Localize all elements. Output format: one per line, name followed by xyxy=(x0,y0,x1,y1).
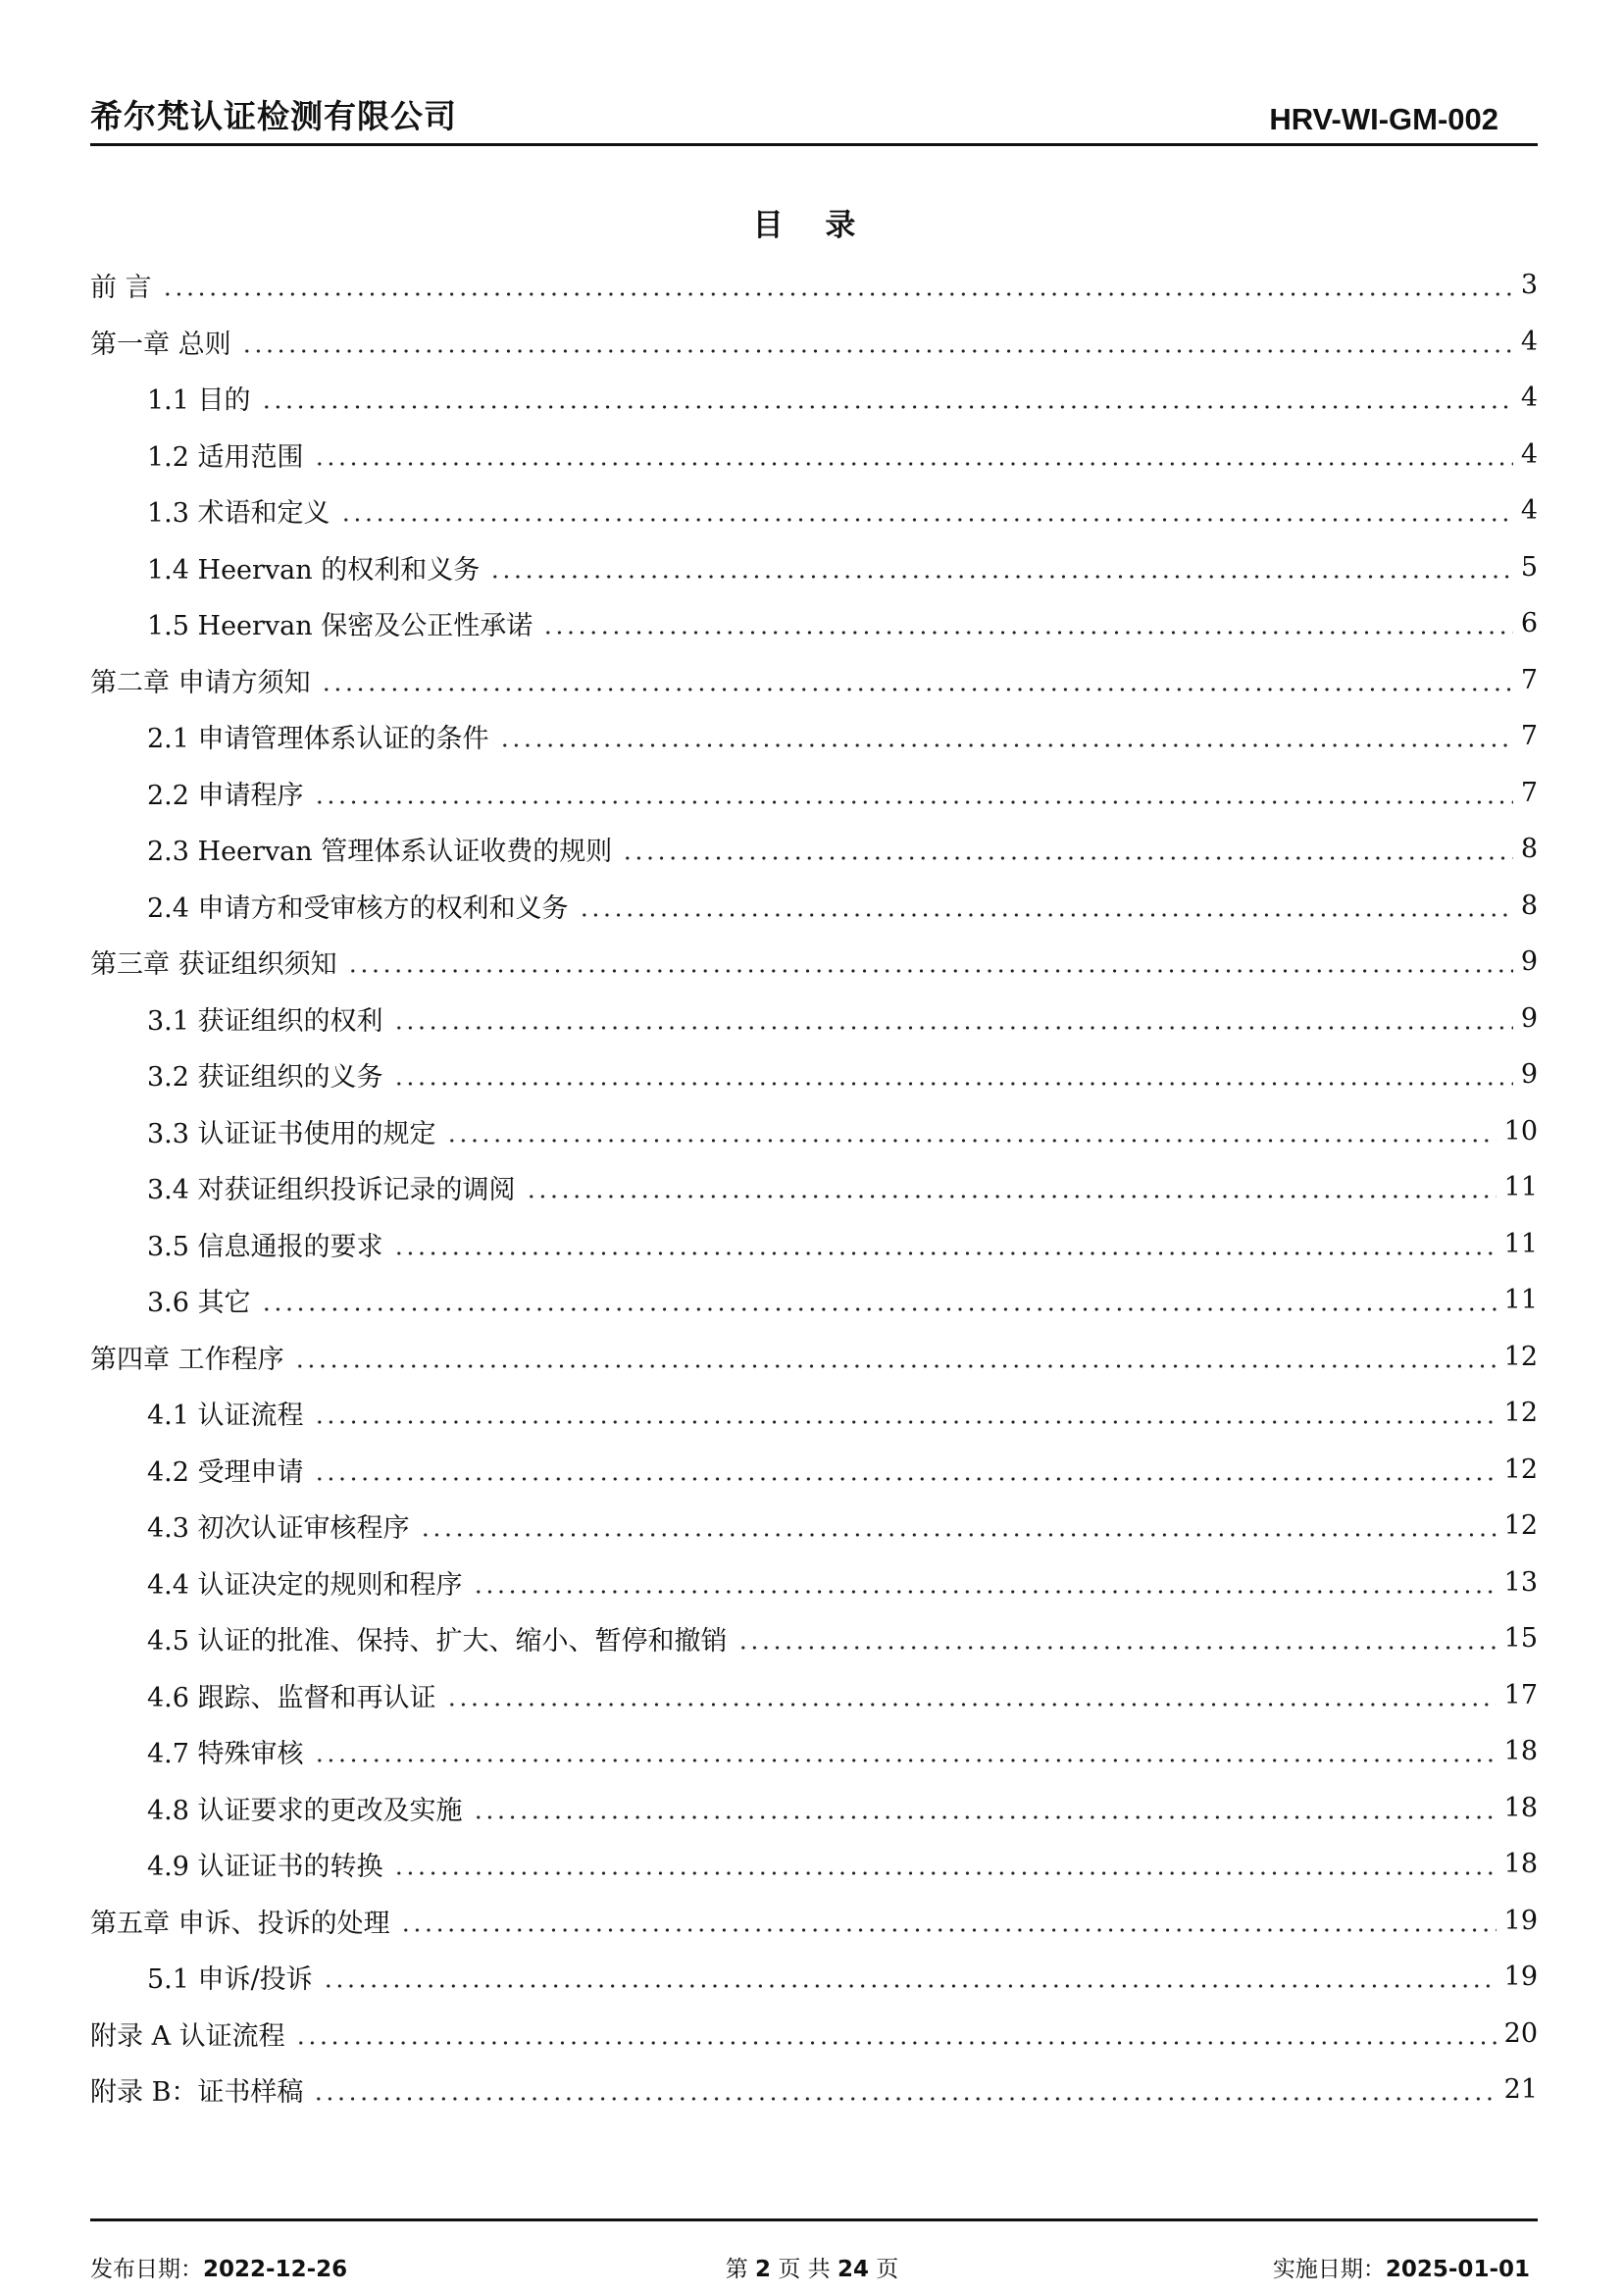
toc-entry-label: 4.5 认证的批准、保持、扩大、缩小、暂停和撤销 xyxy=(147,1626,728,1657)
dot-leader xyxy=(347,948,1513,975)
dot-leader xyxy=(340,497,1513,524)
toc-entry-label: 2.2 申请程序 xyxy=(147,780,304,811)
dot-leader xyxy=(314,1400,1497,1426)
toc-entry[interactable] xyxy=(90,1780,1538,1837)
toc-entry-label: 前 言 xyxy=(90,273,152,304)
toc-entry-page: 12 xyxy=(1503,1341,1538,1372)
toc-entry-page: 18 xyxy=(1503,1792,1538,1823)
toc-entry-page: 4 xyxy=(1520,495,1538,527)
toc-entry-label: 第三章 获证组织须知 xyxy=(90,949,337,981)
dot-leader xyxy=(400,1908,1497,1934)
toc-entry-label: 第二章 申请方须知 xyxy=(90,667,311,698)
dot-leader xyxy=(323,1963,1497,1990)
dot-leader xyxy=(314,1456,1497,1483)
toc-entry-label: 第五章 申诉、投诉的处理 xyxy=(90,1908,390,1939)
toc-entry-page: 12 xyxy=(1503,1510,1538,1542)
toc-entry[interactable] xyxy=(90,483,1538,539)
toc-entry-page: 4 xyxy=(1520,326,1538,357)
toc-entry[interactable] xyxy=(90,1836,1538,1893)
dot-leader xyxy=(489,554,1513,581)
toc-entry-page: 8 xyxy=(1520,890,1538,921)
toc-entry-label: 1.2 适用范围 xyxy=(147,441,304,473)
dot-leader xyxy=(393,1005,1513,1032)
dot-leader xyxy=(295,2020,1497,2047)
toc-entry-page: 7 xyxy=(1520,664,1538,695)
dot-leader xyxy=(294,1344,1497,1370)
toc-entry-page: 6 xyxy=(1520,608,1538,639)
toc-entry[interactable] xyxy=(90,991,1538,1047)
dot-leader xyxy=(473,1795,1497,1821)
dot-leader xyxy=(314,780,1513,806)
toc-entry-label: 4.3 初次认证审核程序 xyxy=(147,1513,410,1545)
toc-entry-label: 3.5 信息通报的要求 xyxy=(147,1231,383,1262)
toc-entry-label: 附录 A 认证流程 xyxy=(90,2020,285,2052)
toc-entry-label: 4.6 跟踪、监督和再认证 xyxy=(147,1682,436,1713)
footer-rule xyxy=(90,2218,1538,2221)
toc-entry-page: 18 xyxy=(1503,1849,1538,1880)
toc-entry[interactable] xyxy=(90,1667,1538,1724)
toc-entry[interactable] xyxy=(90,2062,1538,2118)
toc-entry-page: 8 xyxy=(1520,834,1538,865)
dot-leader xyxy=(542,610,1513,637)
toc-entry-page: 7 xyxy=(1520,721,1538,752)
toc-entry-label: 1.4 Heervan 的权利和义务 xyxy=(147,554,481,586)
dot-leader xyxy=(579,892,1513,919)
toc-entry[interactable] xyxy=(90,595,1538,652)
dot-leader xyxy=(314,441,1513,468)
toc-entry-label: 2.1 申请管理体系认证的条件 xyxy=(147,724,489,755)
toc-entry[interactable] xyxy=(90,370,1538,427)
toc-entry[interactable] xyxy=(90,1723,1538,1780)
effective-date-value: 2025-01-01 xyxy=(1385,2257,1530,2282)
toc-entry-label: 1.1 目的 xyxy=(147,385,251,417)
toc-entry[interactable] xyxy=(90,1159,1538,1216)
toc-entry[interactable] xyxy=(90,1498,1538,1555)
toc-entry-label: 3.2 获证组织的义务 xyxy=(147,1062,383,1094)
page-prefix: 第 xyxy=(725,2257,748,2282)
effective-date xyxy=(1273,2251,1530,2283)
toc-entry[interactable] xyxy=(90,1610,1538,1667)
toc-entry-label: 1.5 Heervan 保密及公正性承诺 xyxy=(147,611,533,642)
dot-leader xyxy=(737,1625,1497,1652)
toc-entry-label: 4.8 认证要求的更改及实施 xyxy=(147,1795,463,1826)
toc-entry-label: 3.6 其它 xyxy=(147,1288,251,1319)
toc-entry-label: 2.3 Heervan 管理体系认证收费的规则 xyxy=(147,837,613,868)
dot-leader xyxy=(446,1118,1497,1145)
dot-leader xyxy=(314,1738,1497,1764)
toc-entry-page: 7 xyxy=(1520,777,1538,808)
page-current: 2 xyxy=(755,2257,772,2282)
toc-entry-page: 15 xyxy=(1503,1623,1538,1655)
toc-entry-label: 4.9 认证证书的转换 xyxy=(147,1852,383,1883)
page-mid: 页 共 xyxy=(778,2257,831,2282)
toc-entry-label: 1.3 术语和定义 xyxy=(147,498,330,530)
toc-entry-page: 4 xyxy=(1520,382,1538,414)
dot-leader xyxy=(321,667,1513,693)
toc-entry-page: 21 xyxy=(1503,2074,1538,2106)
dot-leader xyxy=(393,1851,1497,1877)
dot-leader xyxy=(393,1061,1513,1088)
toc-entry-page: 3 xyxy=(1520,270,1538,301)
toc-entry-label: 第一章 总则 xyxy=(90,329,231,360)
effective-date-label: 实施日期： xyxy=(1272,2257,1386,2282)
dot-leader xyxy=(446,1682,1497,1708)
toc-entry[interactable] xyxy=(90,708,1538,765)
toc-entry[interactable] xyxy=(90,1442,1538,1499)
toc-entry-page: 9 xyxy=(1520,1059,1538,1091)
toc-entry-label: 附录 B：证书样稿 xyxy=(90,2077,304,2109)
toc-entry-page: 9 xyxy=(1520,1002,1538,1034)
dot-leader xyxy=(241,329,1513,355)
issue-date-value: 2022-12-26 xyxy=(203,2257,348,2282)
page-header xyxy=(90,94,1538,146)
toc-entry-page: 20 xyxy=(1503,2017,1538,2049)
dot-leader xyxy=(499,723,1513,749)
issue-date-label: 发布日期： xyxy=(90,2257,203,2282)
toc-entry[interactable] xyxy=(90,652,1538,709)
toc-entry[interactable] xyxy=(90,1216,1538,1273)
toc-entry-page: 9 xyxy=(1520,946,1538,978)
company-name: 希尔梵认证检测有限公司 xyxy=(90,97,457,135)
toc-entry-page: 12 xyxy=(1503,1398,1538,1429)
page-suffix: 页 xyxy=(876,2257,899,2282)
toc-entry[interactable] xyxy=(90,1103,1538,1160)
page-total: 24 xyxy=(837,2257,869,2282)
toc-entry-label: 3.3 认证证书使用的规定 xyxy=(147,1118,436,1149)
toc-entry-page: 12 xyxy=(1503,1453,1538,1485)
dot-leader xyxy=(313,2076,1496,2103)
toc-entry[interactable] xyxy=(90,821,1538,878)
toc-entry[interactable] xyxy=(90,427,1538,484)
toc-entry-page: 11 xyxy=(1503,1285,1538,1316)
dot-leader xyxy=(393,1231,1497,1257)
toc-entry-page: 18 xyxy=(1503,1736,1538,1767)
toc-entry-page: 11 xyxy=(1503,1172,1538,1203)
toc-title: 目 录 xyxy=(752,208,872,243)
toc-entry[interactable] xyxy=(90,1329,1538,1386)
toc-entry[interactable] xyxy=(90,1385,1538,1442)
toc-entry-page: 10 xyxy=(1503,1115,1538,1147)
toc-entry-label: 4.7 特殊审核 xyxy=(147,1739,304,1770)
toc-entry[interactable] xyxy=(90,1949,1538,2006)
dot-leader xyxy=(526,1174,1497,1200)
toc-entry-label: 4.4 认证决定的规则和程序 xyxy=(147,1569,463,1601)
toc-entry-label: 3.4 对获证组织投诉记录的调阅 xyxy=(147,1175,516,1206)
table-of-contents xyxy=(90,257,1538,2118)
toc-entry[interactable] xyxy=(90,765,1538,822)
toc-entry-label: 2.4 申请方和受审核方的权利和义务 xyxy=(147,892,569,924)
toc-entry-page: 19 xyxy=(1503,1962,1538,1993)
document-number: HRV-WI-GM-002 xyxy=(1269,102,1498,136)
toc-entry[interactable] xyxy=(90,934,1538,991)
toc-entry-label: 5.1 申诉/投诉 xyxy=(147,1964,313,1996)
dot-leader xyxy=(420,1512,1497,1539)
dot-leader xyxy=(162,272,1513,298)
toc-entry-label: 4.1 认证流程 xyxy=(147,1401,304,1432)
toc-entry-page: 11 xyxy=(1503,1228,1538,1259)
dot-leader xyxy=(261,1287,1497,1313)
toc-entry-label: 第四章 工作程序 xyxy=(90,1344,284,1375)
toc-entry-page: 19 xyxy=(1503,1905,1538,1936)
toc-entry[interactable] xyxy=(90,2006,1538,2063)
toc-entry[interactable] xyxy=(90,1046,1538,1103)
toc-entry-label: 4.2 受理申请 xyxy=(147,1456,304,1488)
toc-entry[interactable] xyxy=(90,314,1538,371)
toc-entry-page: 4 xyxy=(1520,438,1538,470)
toc-entry-page: 13 xyxy=(1503,1566,1538,1598)
toc-entry-label: 3.1 获证组织的权利 xyxy=(147,1005,383,1037)
toc-entry[interactable] xyxy=(90,539,1538,596)
toc-entry-page: 5 xyxy=(1520,551,1538,583)
toc-entry[interactable] xyxy=(90,878,1538,935)
toc-entry[interactable] xyxy=(90,1555,1538,1611)
toc-entry[interactable] xyxy=(90,257,1538,314)
toc-entry[interactable] xyxy=(90,1272,1538,1329)
dot-leader xyxy=(261,384,1513,411)
toc-entry-page: 17 xyxy=(1503,1679,1538,1710)
toc-entry[interactable] xyxy=(90,1893,1538,1950)
dot-leader xyxy=(473,1569,1497,1596)
dot-leader xyxy=(622,836,1513,862)
